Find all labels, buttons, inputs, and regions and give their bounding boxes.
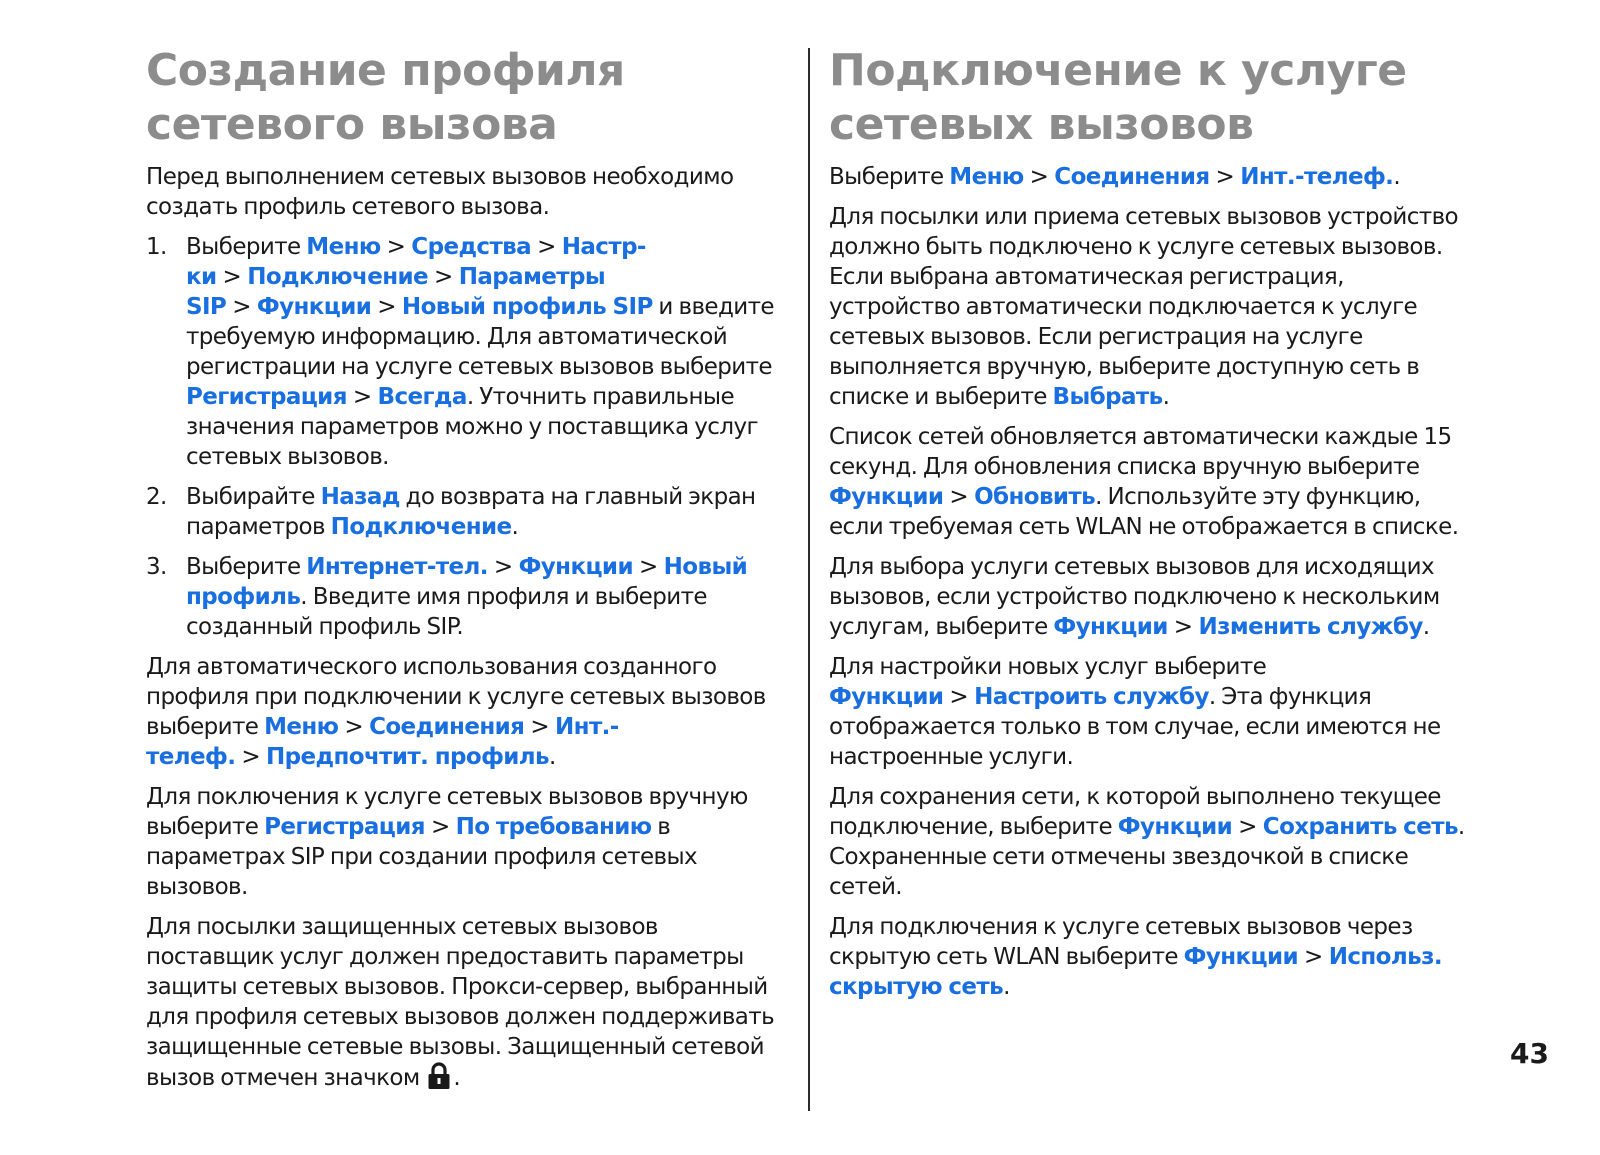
right-menu-path-paragraph: Выберите Меню > Соединения > Инт.-телеф.. (829, 164, 1401, 190)
menu-keyword: Регистрация (186, 384, 347, 410)
manual-connect-paragraph: Для поключения к услуге сетевых вызовов вручную выберите Регистрация > По требованию в параметрах SIP при создании профиля сетевых вызовов. (146, 784, 748, 900)
steps-list (146, 232, 786, 642)
column-divider (808, 48, 810, 1111)
page-number: 43 (1510, 1037, 1549, 1070)
menu-keyword: Параметры SIP (186, 264, 606, 320)
menu-keyword: Инт.-телеф. (146, 714, 619, 770)
menu-keyword: Функции (1183, 944, 1299, 970)
menu-keyword: Новый профиль (186, 554, 748, 610)
menu-keyword: Сохранить сеть (1262, 814, 1458, 840)
left-intro-paragraph: Перед выполнением сетевых вызовов необходимо создать профиль сетевого вызова. (146, 164, 734, 220)
menu-keyword: Меню (306, 234, 381, 260)
menu-keyword: Функции (829, 484, 944, 510)
left-column (146, 44, 786, 1108)
right-column (829, 44, 1479, 1012)
menu-keyword: Всегда (377, 384, 467, 410)
hidden-network-paragraph: Для подключения к услуге сетевых вызовов через скрытую сеть WLAN выберите Функции > Использ. скрытую сеть. (829, 914, 1442, 1000)
network-list-paragraph: Список сетей обновляется автоматически каждые 15 секунд. Для обновления списка вручную выберите Функции > Обновить. Используйте эту функцию, если требуемая сеть WLAN не отображается в списке. (829, 424, 1459, 540)
secure-calls-paragraph: Для посылки защищенных сетевых вызовов поставщик услуг должен предоставить параметры защиты сетевых вызовов. Прокси-сервер, выбранный для профиля сетевых вызовов должен поддерживать защищенные сетевые вызовы. Защищенный сетевой вызов отмечен значком . (146, 912, 786, 1098)
menu-keyword: По требованию (455, 814, 652, 840)
menu-keyword: Подключение (247, 264, 429, 290)
menu-keyword: Средства (411, 234, 532, 260)
menu-keyword: Обновить (974, 484, 1096, 510)
menu-keyword: Настр-ки (186, 234, 646, 290)
change-service-paragraph: Для выбора услуги сетевых вызовов для исходящих вызовов, если устройство подключено к нескольким услугам, выберите Функции > Изменить службу. (829, 554, 1440, 640)
menu-keyword: Функции (518, 554, 633, 580)
menu-keyword: Функции (829, 684, 944, 710)
menu-keyword: Использ. скрытую сеть (829, 944, 1442, 1000)
configure-service-paragraph: Для настройки новых услуг выберите Функции > Настроить службу. Эта функция отображается только в том случае, если имеются не настроенные услуги. (829, 654, 1441, 770)
menu-keyword: Изменить службу (1198, 614, 1423, 640)
menu-keyword: Соединения (369, 714, 525, 740)
menu-keyword: Функции (1117, 814, 1233, 840)
menu-keyword: Функции (256, 294, 372, 320)
menu-keyword: Функции (1053, 614, 1168, 640)
save-network-paragraph: Для сохранения сети, к которой выполнено текущее подключение, выберите Функции > Сохранить сеть. Сохраненные сети отмечены звездочкой в списке сетей. (829, 784, 1465, 900)
menu-keyword: Выбрать (1052, 384, 1163, 410)
registration-paragraph: Для посылки или приема сетевых вызовов устройство должно быть подключено к услуге сетевых вызовов. Если выбрана автоматическая регистрация, устройство автоматически подключается к услуге сетевых вызовов. Если регистрация на услуге выполняется вручную, выберите доступную сеть в списке и выберите Выбрать. (829, 204, 1459, 410)
menu-keyword: Меню (264, 714, 339, 740)
right-section-title: Подключение к услуге сетевых вызовов (829, 45, 1407, 150)
menu-keyword: Настроить службу (974, 684, 1209, 710)
list-item: 3. Выберите Интернет-тел. > Функции > Новый профиль. Введите имя профиля и выберите созданный профиль SIP. (146, 554, 748, 640)
menu-keyword: Соединения (1054, 164, 1210, 190)
menu-keyword: Инт.-телеф. (1240, 164, 1394, 190)
auto-profile-paragraph: Для автоматического использования созданного профиля при подключении к услуге сетевых вызовов выберите Меню > Соединения > Инт.-телеф. > Предпочтит. профиль. (146, 654, 766, 770)
menu-keyword: Новый профиль SIP (401, 294, 653, 320)
menu-keyword: Меню (949, 164, 1024, 190)
list-item: 1. Выберите Меню > Средства > Настр-ки > Подключение > Параметры SIP > Функции > Новый профиль SIP и введите требуемую информацию. Для автоматической регистрации на услуге сетевых вызовов выберите Регистрация > Всегда. Уточнить правильные значения параметров можно у поставщика услуг сетевых вызовов. (146, 234, 774, 470)
menu-keyword: Предпочтит. профиль (266, 744, 549, 770)
lock-icon (427, 1062, 451, 1098)
menu-keyword: Интернет-тел. (306, 554, 488, 580)
menu-keyword: Регистрация (264, 814, 425, 840)
left-section-title: Создание профиля сетевого вызова (146, 45, 625, 150)
menu-keyword: Подключение (330, 514, 512, 540)
list-item: 2. Выбирайте Назад до возврата на главный экран параметров Подключение. (146, 484, 756, 540)
menu-keyword: Назад (320, 484, 400, 510)
